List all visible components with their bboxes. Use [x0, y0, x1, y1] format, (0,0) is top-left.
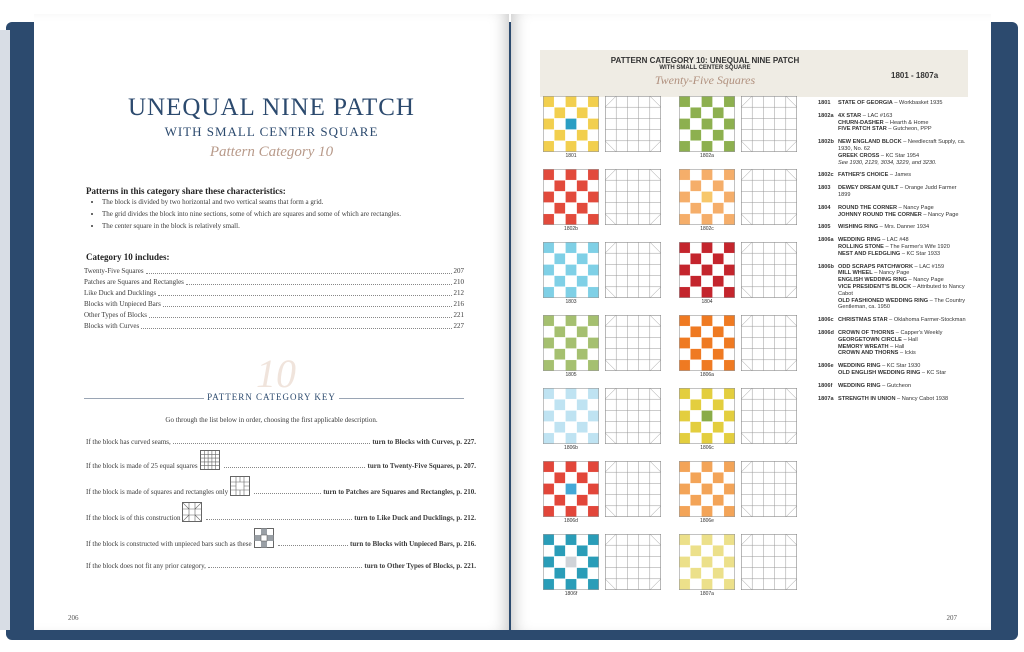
block-number-label: 1801: [565, 153, 577, 159]
page-number-left: 206: [68, 614, 79, 622]
pattern-entry: [818, 205, 968, 219]
pattern-entry-line: [838, 284, 968, 298]
quilt-block-diagram-1806b: [605, 388, 661, 444]
page-subtitle: WITH SMALL CENTER SQUARE: [164, 124, 379, 139]
block-number-label: 1802c: [700, 226, 714, 232]
pattern-name: GEORGETOWN CIRCLE: [838, 336, 902, 343]
quilt-block-1806c: [679, 388, 735, 444]
block-number-label: 1807a: [700, 591, 714, 597]
pattern-name: FIVE PATCH STAR: [838, 126, 887, 133]
pattern-name: ODD SCRAPS PATCHWORK: [838, 263, 913, 270]
key-result[interactable]: turn to Blocks with Curves, p. 227.: [372, 438, 476, 446]
quilt-block-1802c: [679, 169, 735, 225]
left-page: [34, 14, 509, 630]
key-condition: If the block does not fit any prior category,: [86, 562, 206, 570]
key-instructions: Go through the list below in order, choosing the first applicable description.: [165, 416, 378, 424]
pattern-entry-line: [838, 224, 968, 231]
quilt-block-diagram-1805: [605, 315, 661, 371]
toc-label: Twenty-Five Squares: [84, 267, 144, 275]
quilt-block-1806e: [679, 461, 735, 517]
pattern-entry-line: [838, 120, 968, 127]
pattern-name: OLD FASHIONED WEDDING RING: [838, 297, 929, 304]
key-condition: If the block is made of 25 equal squares: [86, 462, 198, 470]
pattern-source: – Gutcheon, PPP: [886, 126, 932, 133]
block-number-label: 1802b: [564, 226, 578, 232]
pattern-name: WEDDING RING: [838, 363, 881, 370]
category-number-watermark: 10: [256, 351, 296, 396]
quilt-block-1802b: [543, 169, 599, 225]
quilt-block-diagram-1806f: [605, 534, 661, 590]
pattern-source: – Gutcheon: [880, 382, 912, 389]
characteristics-heading: Patterns in this category share these characteristics:: [86, 186, 286, 196]
includes-heading: Category 10 includes:: [86, 252, 170, 262]
quilt-block-1802a: [679, 96, 735, 152]
category-script-title: Pattern Category 10: [209, 144, 334, 160]
pattern-entry: [818, 317, 968, 324]
key-result[interactable]: turn to Like Duck and Ducklings, p. 212.: [354, 514, 476, 522]
block-number-label: 1806e: [700, 518, 714, 524]
pattern-name: CHRISTMAS STAR: [838, 317, 888, 324]
pattern-source: – Nancy Cabot 1938: [895, 395, 949, 402]
pattern-name: FATHER'S CHOICE: [838, 172, 889, 179]
pattern-entry-line: [838, 113, 968, 120]
characteristics-list: [86, 196, 502, 232]
pattern-entry-line: [838, 270, 968, 277]
pattern-entry-line: [838, 383, 968, 390]
quilt-block-1805: [543, 315, 599, 371]
key-row: [86, 476, 476, 496]
pattern-name: WEDDING RING: [838, 382, 881, 389]
quilt-block-diagram-1802c: [741, 169, 797, 225]
toc-row[interactable]: [84, 299, 464, 310]
toc-row[interactable]: [84, 288, 464, 299]
quilt-block-1806a: [679, 315, 735, 371]
pattern-entry: [818, 383, 968, 390]
pattern-entry-id: 1802a: [818, 112, 834, 119]
pattern-entry-id: 1802c: [818, 172, 834, 179]
pattern-entry: [818, 172, 968, 179]
quilt-block-1806d: [543, 461, 599, 517]
key-result[interactable]: turn to Other Types of Blocks, p. 221.: [364, 562, 476, 570]
quilt-block-diagram-1806c: [741, 388, 797, 444]
key-row: [86, 438, 476, 446]
pattern-entry-line: [838, 363, 968, 370]
pattern-name: MEMORY WREATH: [838, 343, 889, 350]
pattern-entry-line: [838, 185, 968, 199]
pattern-name: CROWN AND THORNS: [838, 350, 899, 357]
key-condition: If the block has curved seams,: [86, 438, 171, 446]
pattern-entry-id: 1806d: [818, 329, 834, 336]
quilt-block-1806b: [543, 388, 599, 444]
pattern-entry-line: [838, 337, 968, 344]
pattern-entry-line: [838, 160, 968, 167]
toc-row[interactable]: [84, 310, 464, 321]
quilt-block-diagram-1801: [605, 96, 661, 152]
pattern-entry-line: [838, 370, 968, 377]
pattern-entry: [818, 224, 968, 231]
pattern-entries: [818, 100, 968, 408]
pattern-entry: [818, 185, 968, 199]
pattern-entry-line: [838, 251, 968, 258]
pattern-source: – Hearth & Home: [883, 119, 929, 126]
pattern-entry-line: [838, 205, 968, 212]
pattern-entry-line: [838, 330, 968, 337]
pattern-entry-line: [838, 264, 968, 271]
pattern-source: – Needlecraft Supply, ca. 1930, No. 62: [838, 139, 966, 152]
section-header-subtitle: WITH SMALL CENTER SQUARE: [659, 65, 751, 71]
pattern-entry: [818, 396, 968, 403]
characteristic-item: • The block is divided by two horizontal and two vertical seams that form a grid.: [102, 196, 502, 208]
pattern-name: VICE PRESIDENT'S BLOCK: [838, 283, 912, 290]
block-number-label: 1806f: [564, 591, 578, 597]
pattern-source: – Oklahoma Farmer-Stockman: [887, 317, 966, 324]
quilt-block-diagram-1803: [605, 242, 661, 298]
block-number-label: 1806a: [700, 372, 714, 378]
pattern-source: – KC Star: [920, 369, 947, 376]
page-title: UNEQUAL NINE PATCH: [128, 94, 415, 121]
squares-rectangles-icon: [230, 476, 250, 496]
pattern-entry-line: [838, 172, 968, 179]
key-condition: If the block is of this construction: [86, 514, 181, 522]
pattern-source: – Nancy Page: [872, 270, 910, 277]
pattern-name: ROUND THE CORNER: [838, 204, 898, 211]
pattern-entry-line: [838, 298, 968, 312]
block-number-label: 1805: [565, 372, 577, 378]
pattern-entry: [818, 330, 968, 357]
toc-label: Blocks with Curves: [84, 322, 140, 330]
pattern-source: – LAC #48: [880, 237, 909, 244]
pattern-name: OLD ENGLISH WEDDING RING: [838, 369, 921, 376]
pattern-source: – Nancy Page: [921, 211, 959, 218]
grid-25-icon: [200, 450, 220, 470]
pattern-entry-line: [838, 153, 968, 160]
key-title: PATTERN CATEGORY KEY: [207, 392, 336, 402]
block-number-label: 1806d: [564, 518, 578, 524]
pattern-source: – Workbasket 1935: [892, 100, 943, 106]
pattern-name: NEW ENGLAND BLOCK: [838, 139, 902, 146]
block-number-label: 1804: [701, 299, 713, 305]
characteristic-item: • The grid divides the block into nine sections, some of which are squares and some of which are rectangles.: [102, 208, 502, 220]
pattern-name: CROWN OF THORNS: [838, 329, 895, 336]
pattern-entry-id: 1806c: [818, 317, 834, 324]
toc-row[interactable]: [84, 277, 464, 288]
pattern-entry-id: 1806a: [818, 237, 834, 244]
right-page: [511, 14, 991, 630]
table-of-contents: [84, 266, 464, 332]
key-row: [86, 502, 476, 522]
block-number-label: 1802a: [700, 153, 714, 159]
quilt-block-diagram-1807a: [741, 534, 797, 590]
pattern-source: – Nancy Page: [907, 277, 944, 284]
duck-ducklings-icon: [182, 502, 202, 522]
quilt-block-diagram-1806a: [741, 315, 797, 371]
pattern-entry-line: [838, 396, 968, 403]
pattern-note: See 1930, 2129, 3034, 3229, and 3230.: [838, 159, 937, 166]
toc-page: 210: [453, 278, 464, 286]
pattern-source: – The Country Gentleman, ca. 1950: [838, 297, 966, 311]
pattern-entry-line: [838, 126, 968, 133]
key-row: [86, 528, 476, 548]
pattern-entry: [818, 264, 968, 312]
pattern-source: – Nancy Page: [897, 204, 934, 211]
pattern-source: – The Farmer's Wife 1920: [883, 243, 950, 250]
pattern-entry-line: [838, 344, 968, 351]
pattern-source: – Capper's Weekly: [894, 329, 943, 336]
pattern-name: 4X STAR: [838, 112, 862, 119]
quilt-block-1806f: [543, 534, 599, 590]
block-number-label: 1806c: [700, 445, 714, 451]
page-number-right: 207: [946, 614, 957, 622]
pattern-entry-line: [838, 317, 968, 324]
pattern-name: WEDDING RING: [838, 237, 881, 244]
pattern-source: – Mrs. Danner 1934: [878, 224, 930, 231]
block-number-label: 1806b: [564, 445, 578, 451]
pattern-source: – Orange Judd Farmer 1899: [838, 185, 957, 198]
pattern-source: – Hall: [901, 336, 918, 343]
pattern-entry-id: 1806e: [818, 363, 834, 370]
quilt-block-diagram-1804: [741, 242, 797, 298]
toc-label: Like Duck and Ducklings: [84, 289, 157, 297]
pattern-name: ROLLING STONE: [838, 243, 884, 250]
toc-page: 216: [453, 300, 464, 308]
quilt-block-diagram-1802b: [605, 169, 661, 225]
key-result[interactable]: turn to Blocks with Unpieced Bars, p. 216.: [349, 540, 476, 548]
page-edges: [0, 30, 10, 630]
section-header-title: PATTERN CATEGORY 10: UNEQUAL NINE PATCH: [610, 56, 800, 65]
pattern-entry-id: 1802b: [818, 139, 834, 146]
pattern-name: CHURN-DASHER: [838, 119, 884, 126]
key-result[interactable]: turn to Twenty-Five Squares, p. 207.: [367, 462, 476, 470]
pattern-entry: [818, 139, 968, 166]
block-number-label: 1803: [565, 299, 577, 305]
pattern-entry-line: [838, 212, 968, 219]
pattern-entry-line: [838, 139, 968, 153]
pattern-range: 1801 - 1807a: [891, 71, 939, 80]
pattern-source: – KC Star 1930: [880, 363, 921, 370]
section-header-script: Twenty-Five Squares: [654, 73, 756, 87]
pattern-source: – KC Star 1954: [879, 152, 920, 159]
quilt-block-1807a: [679, 534, 735, 590]
pattern-source: – James: [888, 172, 912, 179]
pattern-entry-id: 1806b: [818, 263, 834, 270]
quilt-block-diagram-1806d: [605, 461, 661, 517]
key-row: [86, 450, 476, 470]
pattern-entry-line: [838, 277, 968, 284]
pattern-entry: [818, 363, 968, 377]
pattern-source: – Attributed to Nancy Cabot: [838, 283, 965, 297]
toc-page: 221: [453, 311, 464, 319]
quilt-block-1804: [679, 242, 735, 298]
pattern-name: ENGLISH WEDDING RING: [838, 277, 907, 284]
characteristic-item: • The center square in the block is relatively small.: [102, 220, 502, 232]
pattern-entry-id: 1804: [818, 204, 831, 211]
toc-label: Blocks with Unpieced Bars: [84, 300, 161, 308]
pattern-entry-line: [838, 350, 968, 357]
quilt-block-1801: [543, 96, 599, 152]
pattern-entry: [818, 237, 968, 257]
pattern-entry-line: [838, 244, 968, 251]
key-condition: If the block is constructed with unpieced bars such as these: [86, 540, 252, 548]
pattern-source: – KC Star 1933: [900, 250, 941, 257]
toc-label: Other Types of Blocks: [84, 311, 147, 319]
toc-row[interactable]: [84, 321, 464, 332]
toc-row[interactable]: [84, 266, 464, 277]
pattern-name: MILL WHEEL: [838, 270, 873, 277]
pattern-entry-id: 1806f: [818, 382, 833, 389]
pattern-source: – Hall: [888, 343, 905, 350]
pattern-name: STATE OF GEORGIA: [838, 100, 893, 106]
pattern-name: NEST AND FLEDGLING: [838, 250, 901, 257]
pattern-source: – LAC #159: [913, 263, 945, 270]
key-result[interactable]: turn to Patches are Squares and Rectangles, p. 210.: [323, 488, 476, 496]
pattern-name: STRENGTH IN UNION: [838, 395, 896, 402]
pattern-entry-line: [838, 237, 968, 244]
pattern-source: – LAC #163: [861, 112, 893, 119]
pattern-entry: [818, 113, 968, 133]
pattern-entry-id: 1801: [818, 100, 831, 106]
quilt-block-diagram-1806e: [741, 461, 797, 517]
key-condition: If the block is made of squares and rectangles only: [86, 488, 229, 496]
unpieced-bars-icon: [254, 528, 274, 548]
pattern-entry-id: 1803: [818, 185, 831, 192]
pattern-entry-id: 1805: [818, 224, 831, 231]
pattern-source: – Ickis: [898, 350, 916, 357]
pattern-entry-id: 1807a: [818, 395, 834, 402]
toc-label: Patches are Squares and Rectangles: [84, 278, 184, 286]
pattern-entry: [818, 100, 968, 107]
pattern-name: JOHNNY ROUND THE CORNER: [838, 211, 922, 218]
pattern-name: WISHING RING: [838, 224, 879, 231]
quilt-block-1803: [543, 242, 599, 298]
toc-page: 207: [453, 267, 464, 275]
quilt-block-diagram-1802a: [741, 96, 797, 152]
pattern-name: DEWEY DREAM QUILT: [838, 185, 899, 192]
pattern-name: GREEK CROSS: [838, 152, 880, 159]
toc-page: 227: [453, 322, 464, 330]
key-row: [86, 562, 476, 570]
pattern-entry-line: [838, 100, 968, 107]
toc-page: 212: [453, 289, 464, 297]
